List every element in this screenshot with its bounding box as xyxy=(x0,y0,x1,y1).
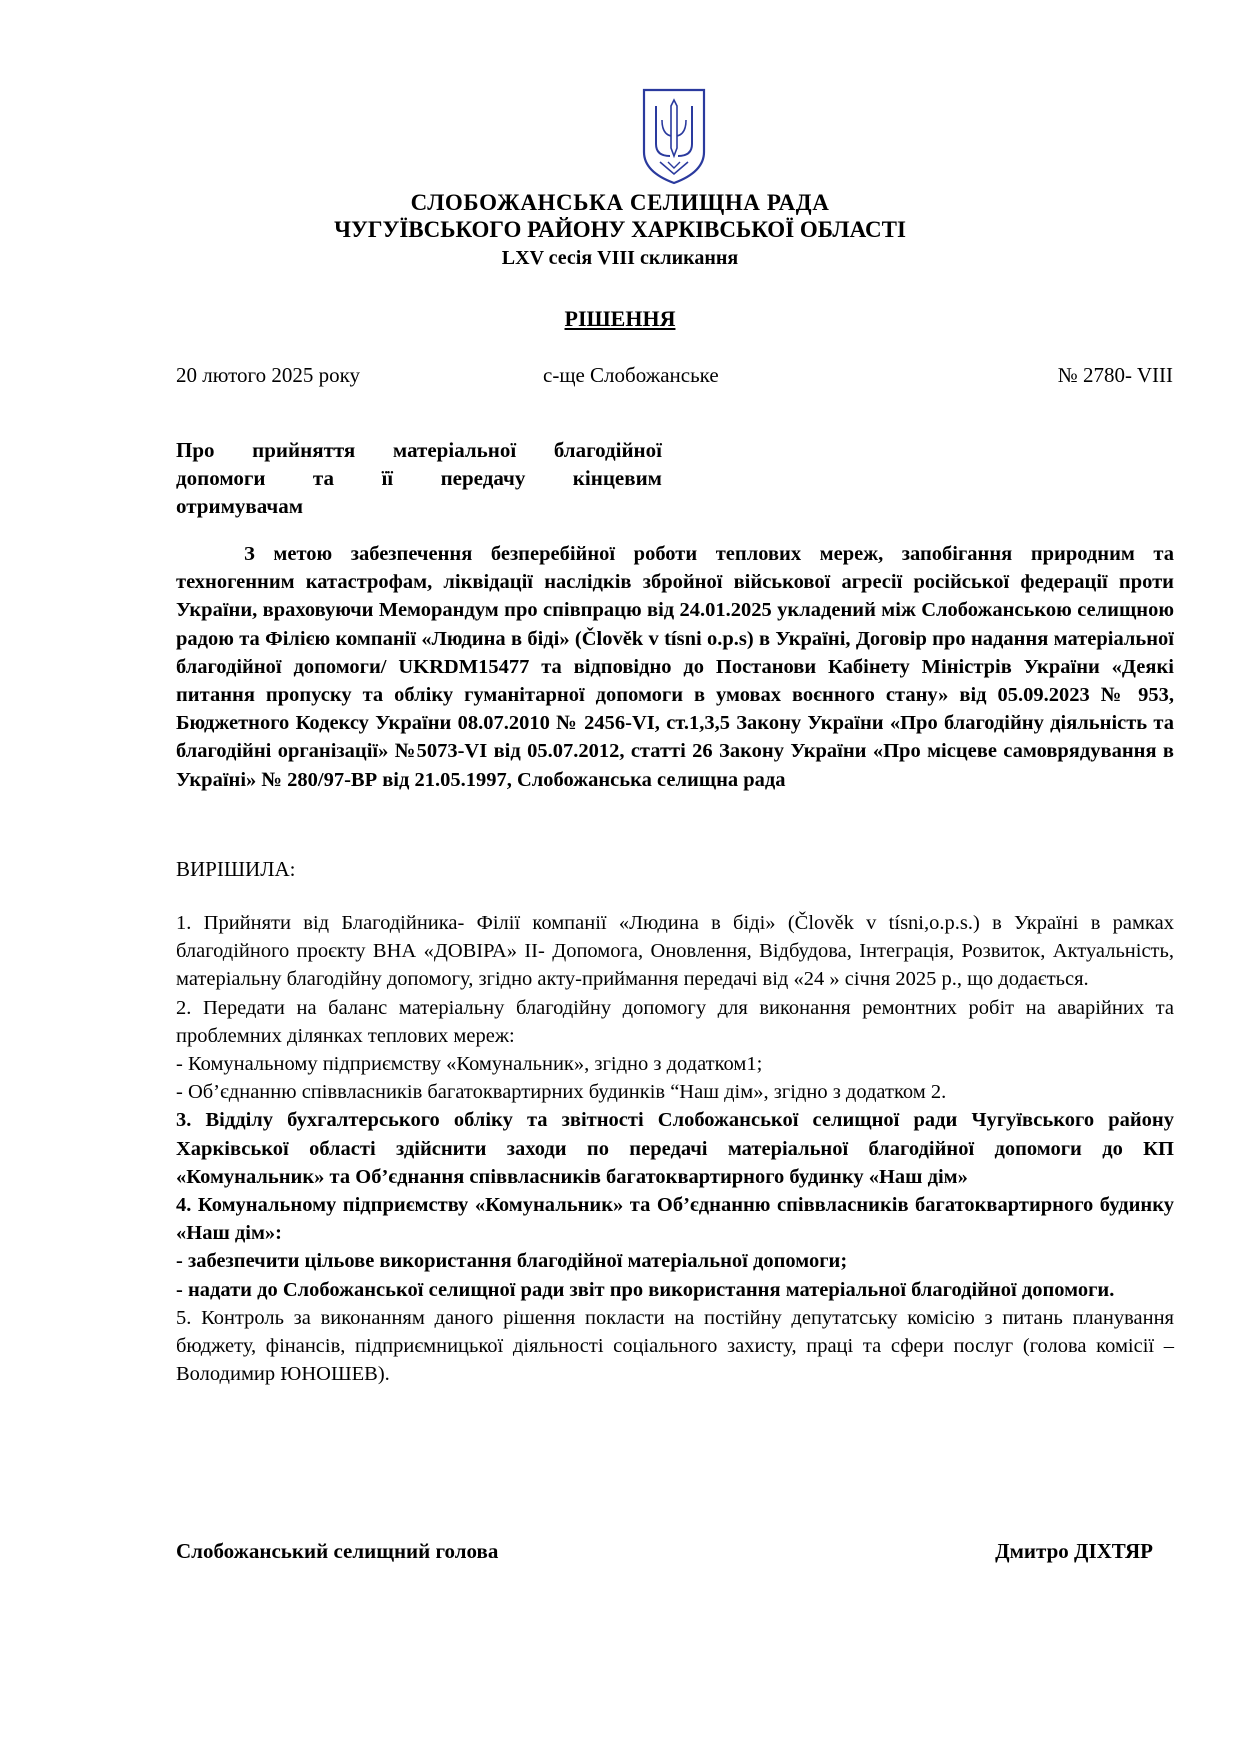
preamble-paragraph: З метою забезпечення безперебійної роботи теплових мереж, запобігання природним та техногенним катастрофам, ліквідації наслідків збройної військової агресії російської федерації проти України, враховуючи Меморандум про співпрацю від 24.01.2025 укладений між Слобожанською селищною радою та Філією компанії «Людина в біді» (Člověk v tísni o.p.s) в Україні, Договір про надання матеріальної благодійної допомоги/ UKRDM15477 та відповідно до Постанови Кабінету Міністрів України «Деякі питання пропуску та обліку гуманітарної допомоги в умовах воєнного стану» від 05.09.2023 № 953, Бюджетного Кодексу України 08.07.2010 № 2456-VI, ст.1,3,5 Закону України «Про благодійну діяльність та благодійні організації» №5073-VI від 05.07.2012, статті 26 Закону України «Про місцеве самоврядування в Україні» № 280/97-ВР від 21.05.1997, Слобожанська селищна рада xyxy=(176,543,1174,791)
resolution-item-4: 4. Комунальному підприємству «Комунальник» та Об’єднанню співвласників багатоквартирного будинку «Наш дім»: xyxy=(176,1194,1174,1245)
subject-line: Про прийняття матеріальної благодійної xyxy=(176,438,662,462)
decision-place: с-ще Слобожанське xyxy=(543,363,719,387)
subject-line: отримувачам xyxy=(176,494,304,518)
resolution-item-4-sub: - надати до Слобожанської селищної ради звіт про використання матеріальної благодійної допомоги. xyxy=(176,1278,1115,1301)
signatory-name: Дмитро ДІХТЯР xyxy=(995,1539,1153,1563)
decision-subject xyxy=(176,436,662,520)
signatory-position: Слобожанський селищний голова xyxy=(176,1539,499,1563)
resolution-item-2: 2. Передати на баланс матеріальну благодійну допомогу для виконання ремонтних робіт на аварійних та проблемних ділянках теплових мереж: xyxy=(176,996,1174,1047)
resolution-item-3: 3. Відділу бухгалтерського обліку та звітності Слобожанської селищної ради Чугуївського району Харківської області здійснити заходи по передачі матеріальної благодійної допомоги до КП «Комунальник» та Об’єднання співвласників багатоквартирного будинку «Наш дім» xyxy=(176,1109,1174,1188)
session-info: LXV сесія VIII скликання xyxy=(501,247,739,269)
resolution-item-2-sub: - Об’єднанню співвласників багатоквартирних будинків “Наш дім», згідно з додатком 2. xyxy=(176,1081,947,1104)
trident-coat-of-arms-icon xyxy=(640,86,708,186)
subject-line: допомоги та її передачу кінцевим xyxy=(176,466,662,490)
district-name: ЧУГУЇВСЬКОГО РАЙОНУ ХАРКІВСЬКОЇ ОБЛАСТІ xyxy=(334,217,906,242)
document-title: РІШЕННЯ xyxy=(564,306,676,331)
resolution-items xyxy=(176,909,1174,1388)
council-name: СЛОБОЖАНСЬКА СЕЛИЩНА РАДА xyxy=(410,190,830,215)
decision-date: 20 лютого 2025 року xyxy=(176,363,361,387)
resolution-item-1: 1. Прийняти від Благодійника- Філії компанії «Людина в біді» (Člověk v tísni,o.p.s.) в Україні в рамках благодійного проєкту ВНА «ДОВІРА» ІІ- Допомога, Оновлення, Відбудова, Інтеграція, Розвиток, Актуальність, матеріальну благодійну допомогу, згідно акту-приймання передачі від «24 » січня 2025 р., що додається. xyxy=(176,912,1174,991)
decision-number: № 2780- VIІІ xyxy=(1057,363,1173,387)
resolution-item-2-sub: - Комунальному підприємству «Комунальник», згідно з додатком1; xyxy=(176,1053,763,1076)
resolution-item-5: 5. Контроль за виконанням даного рішення покласти на постійну депутатську комісію з питань планування бюджету, фінансів, підприємницької діяльності соціального захисту, праці та сфери послуг (голова комісії – Володимир ЮНОШЕВ). xyxy=(176,1306,1174,1386)
resolution-item-4-sub: - забезпечити цільове використання благодійної матеріальної допомоги; xyxy=(176,1250,848,1273)
resolved-heading: ВИРІШИЛА: xyxy=(176,857,296,881)
